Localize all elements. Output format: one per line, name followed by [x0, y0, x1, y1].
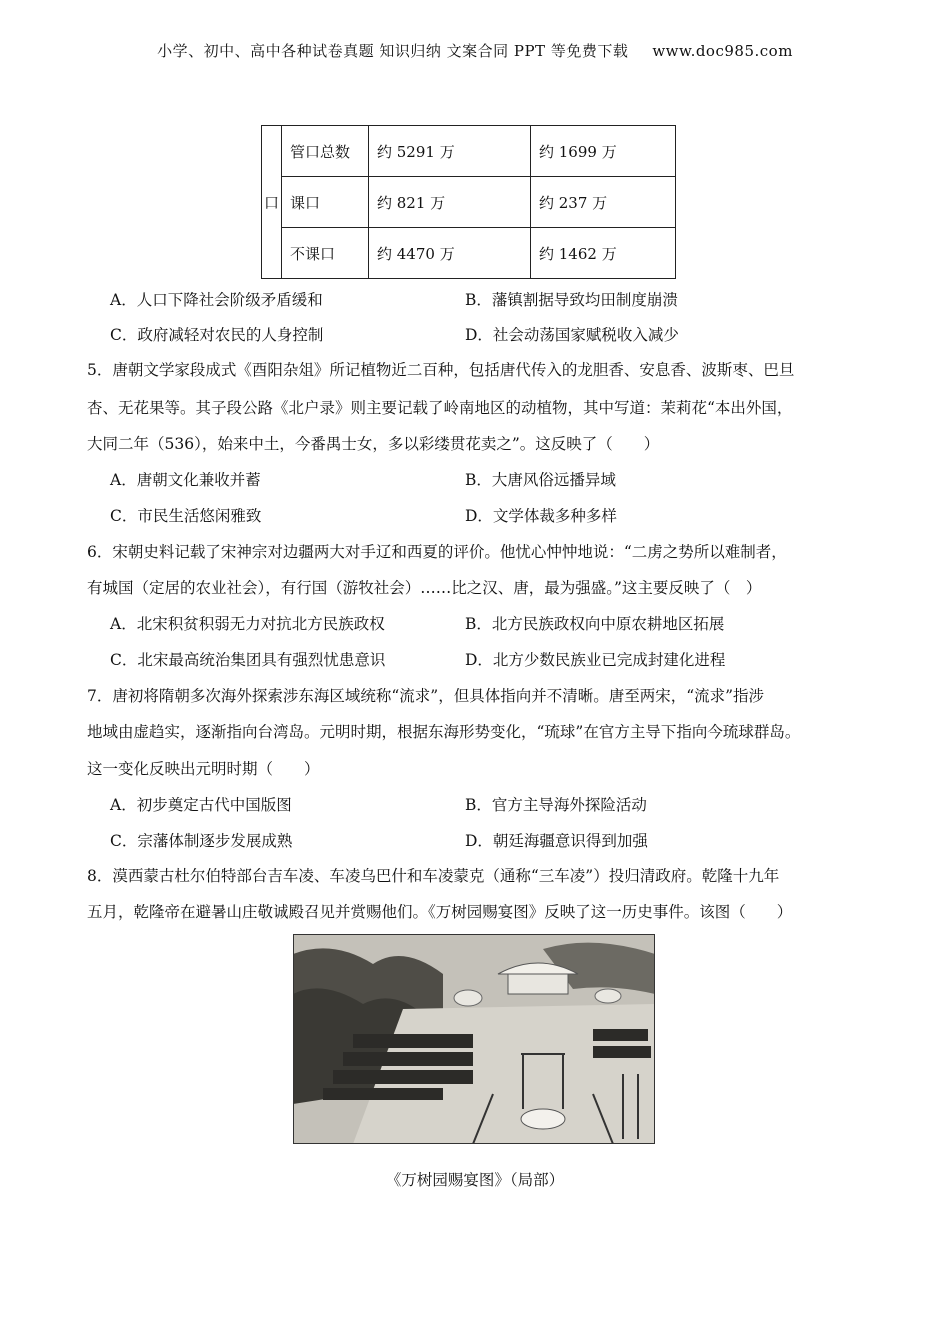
- table-cell: 约 1462 万: [531, 228, 676, 279]
- q6-option-b[interactable]: B．北方民族政权向中原农耕地区拓展: [465, 615, 725, 633]
- q4-option-c[interactable]: C．政府减轻对农民的人身控制: [110, 326, 324, 344]
- table-cell: 不课口: [282, 228, 369, 279]
- q4-option-d[interactable]: D．社会动荡国家赋税收入减少: [465, 326, 679, 344]
- q6-stem-line: 有城国（定居的农业社会），有行国（游牧社会）……比之汉、唐，最为强盛。”这主要反映了（ ）: [87, 579, 762, 597]
- q7-option-c[interactable]: C．宗藩体制逐步发展成熟: [110, 832, 293, 850]
- banquet-painting-image: [293, 934, 655, 1144]
- table-cell: 课口: [282, 177, 369, 228]
- q7-stem-line: 7．唐初将隋朝多次海外探索涉东海区域统称“流求”，但具体指向并不清晰。唐至两宋，“流求”指涉: [87, 687, 765, 705]
- page-header: [0, 40, 950, 61]
- q8-stem-line: 8．漠西蒙古杜尔伯特部台吉车凌、车凌乌巴什和车凌蒙克（通称“三车凌”）投归清政府。乾隆十九年: [87, 867, 780, 885]
- q5-stem-line: 5．唐朝文学家段成式《酉阳杂俎》所记植物近二百种，包括唐代传入的龙胆香、安息香、波斯枣、巴旦: [87, 361, 795, 379]
- q5-option-a[interactable]: A．唐朝文化兼收并蓄: [110, 471, 261, 489]
- q6-option-c[interactable]: C．北宋最高统治集团具有强烈忧患意识: [110, 651, 386, 669]
- q5-option-b[interactable]: B．大唐风俗远播异域: [465, 471, 616, 489]
- q7-stem-line: 这一变化反映出元明时期（ ）: [87, 760, 320, 778]
- q8-stem-line: 五月，乾隆帝在避暑山庄敬诚殿召见并赏赐他们。《万树园赐宴图》反映了这一历史事件。该图（ ）: [87, 903, 793, 921]
- painting-illustration: [293, 934, 655, 1144]
- table-cell: 管口总数: [282, 126, 369, 177]
- q7-option-a[interactable]: A．初步奠定古代中国版图: [110, 796, 292, 814]
- table-cell: 约 821 万: [369, 177, 531, 228]
- q7-stem-line: 地域由虚趋实，逐渐指向台湾岛。元明时期，根据东海形势变化，“琉球”在官方主导下指向今琉球群岛。: [87, 723, 801, 741]
- q5-stem-line: 杏、无花果等。其子段公路《北户录》则主要记载了岭南地区的动植物，其中写道：茉莉花“本出外国，: [87, 399, 793, 417]
- table-cell: 约 1699 万: [531, 126, 676, 177]
- population-table: [261, 125, 676, 279]
- q4-option-b[interactable]: B．藩镇割据导致均田制度崩溃: [465, 291, 678, 309]
- table-cell: 约 4470 万: [369, 228, 531, 279]
- q7-option-d[interactable]: D．朝廷海疆意识得到加强: [465, 832, 648, 850]
- table-cell: 约 237 万: [531, 177, 676, 228]
- header-site: www.doc985.com: [652, 42, 793, 60]
- q6-option-d[interactable]: D．北方少数民族业已完成封建化进程: [465, 651, 726, 669]
- table-row: [262, 126, 676, 177]
- q7-option-b[interactable]: B．官方主导海外探险活动: [465, 796, 647, 814]
- table-row-header: 口: [262, 126, 282, 279]
- q5-stem-line: 大同二年（536），始来中土，今番禺士女，多以彩缕贯花卖之”。这反映了（ ）: [87, 435, 660, 453]
- q5-option-c[interactable]: C．市民生活悠闲雅致: [110, 507, 262, 525]
- table-row: [262, 177, 676, 228]
- table-cell: 约 5291 万: [369, 126, 531, 177]
- q4-option-a[interactable]: A．人口下降社会阶级矛盾缓和: [110, 291, 323, 309]
- q6-option-a[interactable]: A．北宋积贫积弱无力对抗北方民族政权: [110, 615, 385, 633]
- header-text: 小学、初中、高中各种试卷真题 知识归纳 文案合同 PPT 等免费下载: [157, 42, 629, 60]
- painting-caption: 《万树园赐宴图》（局部）: [385, 1171, 565, 1189]
- table-row: [262, 228, 676, 279]
- q6-stem-line: 6．宋朝史料记载了宋神宗对边疆两大对手辽和西夏的评价。他忧心忡忡地说：“二虏之势所以难制者，: [87, 543, 787, 561]
- q5-option-d[interactable]: D．文学体裁多种多样: [465, 507, 617, 525]
